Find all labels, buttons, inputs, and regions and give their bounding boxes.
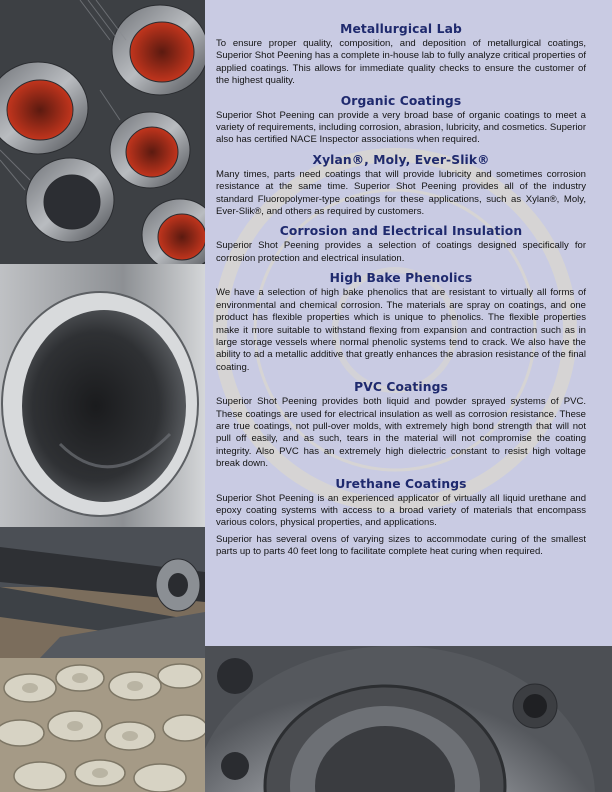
shafts-photo [0,527,205,658]
section-heading: Corrosion and Electrical Insulation [279,224,523,239]
coatings-content [216,22,586,565]
section-paragraph: Superior Shot Peening provides a selection of coatings designed specifically for corrosion protection and electrical insulation. [216,240,586,264]
section-high-bake-phenolics [216,271,586,374]
section-paragraph: Many times, parts need coatings that will provide lubricity and sometimes corrosion resistance at the same time. Superior Shot Peening provides all of the industry standard Fluoropolymer-type coatings for these applications, such as Xylan®, Moly, Ever-Slik®, and others as required by customers. [216,168,586,218]
section-heading: Metallurgical Lab [340,22,462,36]
section-paragraph: Superior Shot Peening is an experienced applicator of virtually all liquid urethane and epoxy coating systems with access to a broad variety of materials that encompass various colors, physical properties, and applications. [216,492,586,529]
section-xylan-moly-everslik [216,153,586,219]
augers-photo [0,658,205,792]
section-paragraph: To ensure proper quality, composition, and deposition of metallurgical coatings, Superior Shot Peening has a complete in-house lab to fully analyze critical properties of applied coatings. This allows for immediate quality checks to ensure the customer of the highest quality. [216,38,586,87]
large-pipe-photo [0,264,205,527]
section-heading: High Bake Phenolics [329,271,473,286]
flange-photo [205,646,612,792]
section-heading: Xylan®, Moly, Ever-Slik® [312,152,490,167]
section-heading: Organic Coatings [340,93,462,108]
section-organic-coatings [216,94,586,147]
section-heading: Urethane Coatings [335,476,467,491]
section-heading: PVC Coatings [354,380,448,395]
section-paragraph: We have a selection of high bake phenolics that are resistant to virtually all forms of environmental and chemical corrosion. The materials are spray on coatings, and one product has flexible properties which is unique to phenolics. The flexible properties make it more suitable to withstand flexing from expansion and contraction such as in large storage vessels where normal phenolic systems tend to crack. We also have the ability to ad a metallic additive that greatly enhances the abrasion resistance of the final coating. [216,287,586,373]
section-metallurgical-lab [216,22,586,88]
section-corrosion-electrical-insulation [216,224,586,265]
section-paragraph: Superior Shot Peening can provide a very broad base of organic coatings to meet a variety of requirements, including corrosion, abrasion, lubricity, and cosmetics. Superior also has certified NACE Inspector associations when required. [216,109,586,146]
section-urethane-coatings [216,477,586,559]
section-paragraph: Superior has several ovens of varying sizes to accommodate curing of the smallest parts up to parts 40 feet long to facilitate complete heat curing when required. [216,533,586,558]
section-paragraph: Superior Shot Peening provides both liquid and powder sprayed systems of PVC. These coatings are used for electrical insulation as well as corrosion resistance. These are true coatings, not pull-over molds, with extremely high bond strength that will not pull off easily, and as such, tears in the material will not compromise the coating integrity. Also PVC has an extremely high dielectric constant to resist high voltage break down. [216,396,586,470]
section-pvc-coatings [216,380,586,470]
threaded-pipes-photo [0,0,205,264]
